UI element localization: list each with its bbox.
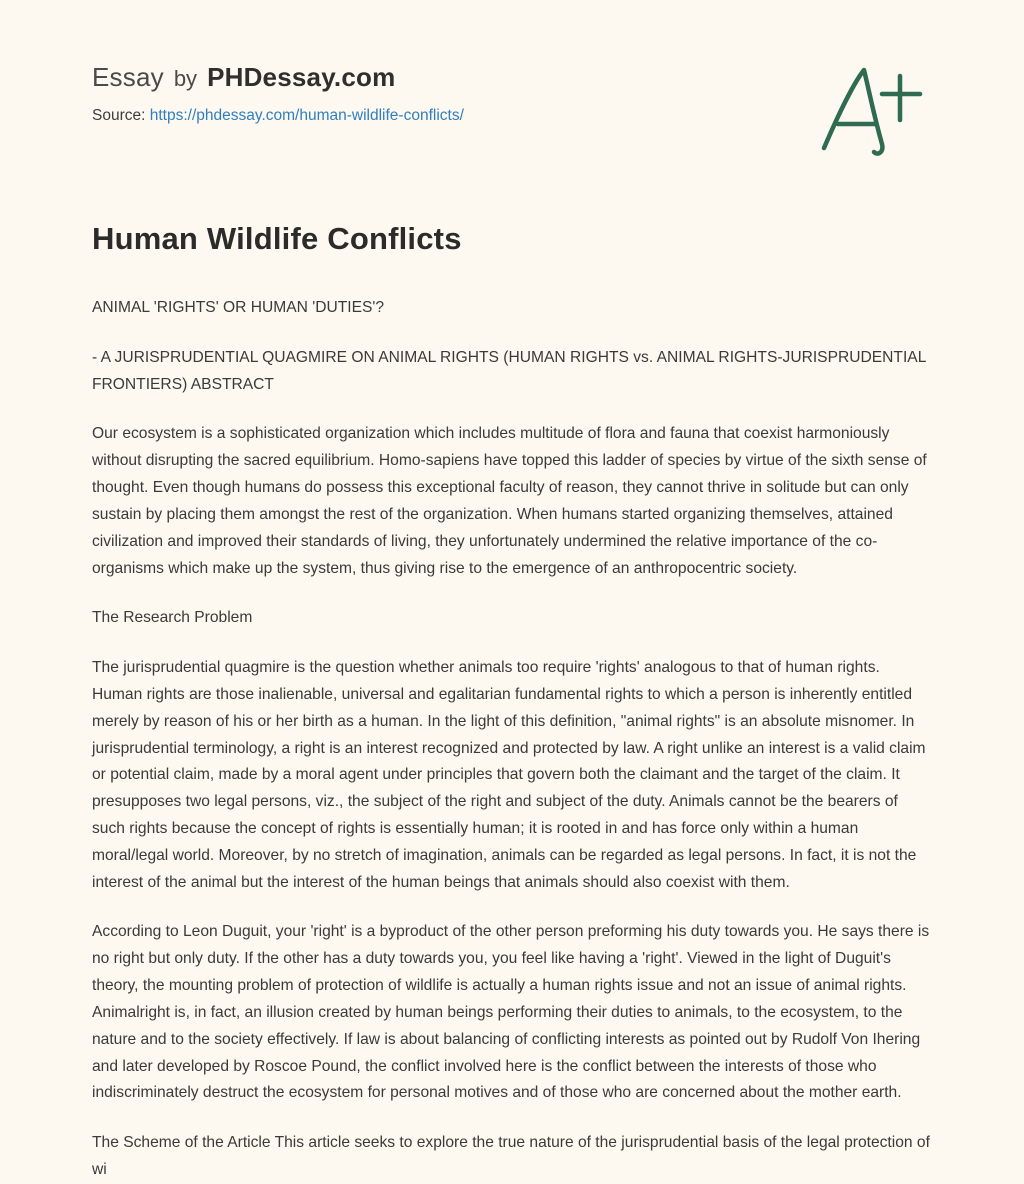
source-label: Source: — [92, 107, 146, 124]
source-url-link[interactable]: https://phdessay.com/human-wildlife-conflicts/ — [149, 107, 464, 124]
brand-header — [92, 62, 932, 93]
paragraph: According to Leon Duguit, your 'right' is a byproduct of the other person preforming his duty towards you. He says there is no right but only duty. If the other has a duty towards you, you feel like having a 'right'. Viewed in the light of Duguit's theory, the mounting problem of protection of wildlife is actually a human rights issue and not an issue of animal rights. Animalright is, in fact, an illusion created by human beings performing their duties to animals, to the ecosystem, to the nature and to the society effectively. If law is about balancing of conflicting interests as pointed out by Rudolf Von Ihering and later developed by Roscoe Pound, the conflict involved here is the conflict between the interests of those who indiscriminately destruct the ecosystem for personal motives and of those who are concerned about the mother earth. — [92, 923, 930, 1102]
paragraph: ANIMAL 'RIGHTS' OR HUMAN 'DUTIES'? — [92, 299, 385, 316]
source-line — [92, 107, 932, 125]
paragraph: The jurisprudential quagmire is the question whether animals too require 'rights' analogous to that of human rights. Human rights are those inalienable, universal and egalitarian fundamental rights to which a person is inherently entitled merely by reason of his or her birth as a human. In the light of this definition, "animal rights" is an absolute misnomer. In jurisprudential terminology, a right is an interest recognized and protected by law. A right unlike an interest is a valid claim or potential claim, made by a moral agent under principles that govern both the claimant and the target of the claim. It presupposes two legal persons, viz., the subject of the right and subject of the duty. Animals cannot be the bearers of such rights because the concept of rights is essentially human; it is rooted in and has force only within a human moral/legal world. Moreover, by no stretch of imagination, animals can be regarded as legal persons. In fact, it is not the interest of the animal but the interest of the human beings that animals should also coexist with them. — [92, 659, 926, 891]
brand-by-label: by — [173, 66, 198, 91]
paragraph: Our ecosystem is a sophisticated organization which includes multitude of flora and fauna that coexist harmoniously without disrupting the sacred equilibrium. Homo-sapiens have topped this ladder of species by virtue of the sixth sense of thought. Even though humans do possess this exceptional faculty of reason, they cannot thrive in solitude but can only sustain by placing them amongst the rest of the organization. When humans started organizing themselves, attained civilization and improved their standards of living, they unfortunately undermined the relative importance of the co-organisms which make up the system, thus giving rise to the emergence of an anthropocentric society. — [92, 425, 927, 577]
brand-essay-label: Essay — [92, 62, 164, 92]
paragraph: The Research Problem — [92, 609, 253, 627]
aplus-logo-icon — [812, 60, 932, 160]
page-title: Human Wildlife Conflicts — [92, 221, 462, 256]
paragraph: - A JURISPRUDENTIAL QUAGMIRE ON ANIMAL RIGHTS (HUMAN RIGHTS vs. ANIMAL RIGHTS-JURISPRUDENTIAL FRONTIERS) ABSTRACT — [92, 348, 926, 393]
paragraph: The Scheme of the Article This article seeks to explore the true nature of the jurisprudential basis of the legal protection of wi — [92, 1134, 930, 1178]
document-body — [92, 295, 932, 1184]
brand-site-name: PHDessay.com — [207, 62, 396, 92]
